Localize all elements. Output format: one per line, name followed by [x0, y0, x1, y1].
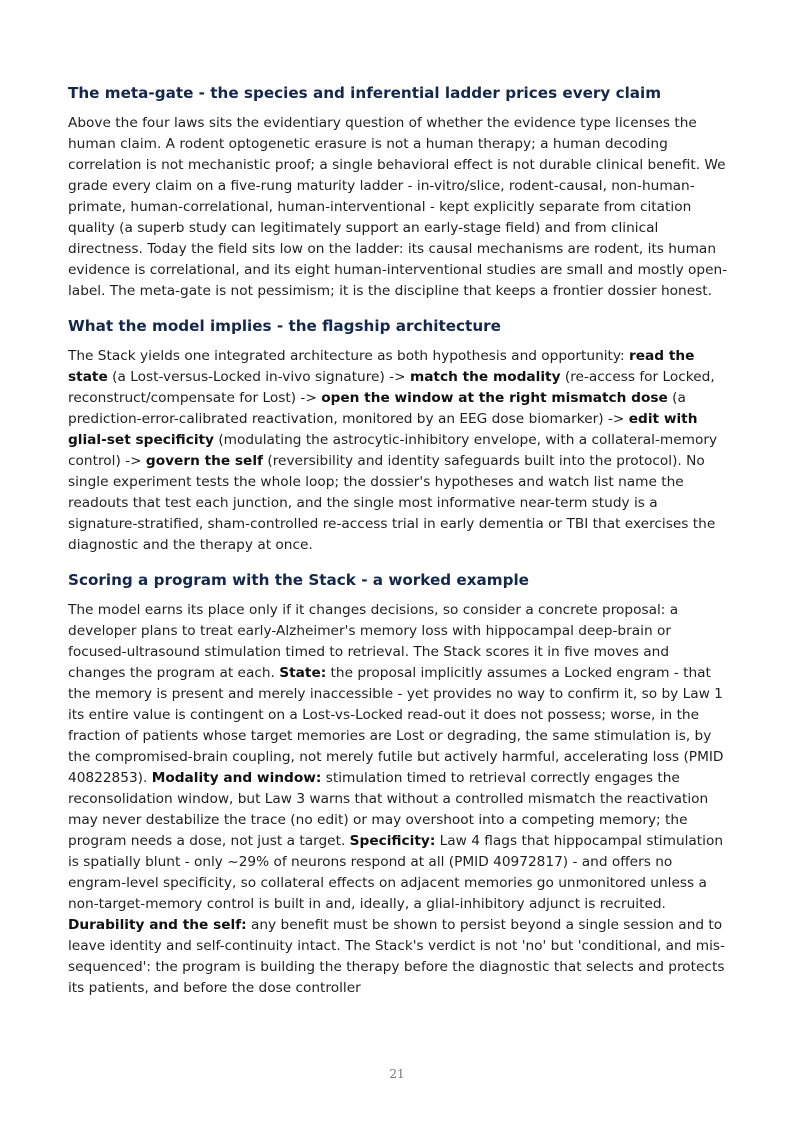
bold-phrase: govern the self: [145, 453, 263, 469]
section-meta-gate: [68, 82, 728, 302]
text-run: The model earns its place only if it changes decisions, so consider a concrete proposal: a developer plans to treat early-Alzheimer's memory loss with hippocampal deep-brain or focused-ultrasound stimulation timed to retrieval. The Stack scores it in five moves and changes the program at each.: [68, 602, 679, 681]
text-run: (reversibility and identity safeguards built into the protocol). No single experiment tests the whole loop; the dossier's hypotheses and watch list name the readouts that test each junction, and the single most informative near-term study is a signature-stratified, sham-controlled re-access trial in early dementia or TBI that exercises the diagnostic and the therapy at once.: [68, 453, 716, 553]
bold-phrase: Specificity:: [349, 833, 436, 849]
section-heading: Scoring a program with the Stack - a worked example: [68, 571, 529, 589]
bold-phrase: open the window at the right mismatch dose: [321, 390, 668, 406]
section-paragraph: [68, 113, 728, 302]
section-paragraph: [68, 346, 728, 556]
document-page: [68, 82, 728, 1012]
text-run: (a Lost-versus-Locked in-vivo signature) ->: [107, 369, 410, 385]
text-run: the proposal implicitly assumes a Locked engram - that the memory is present and merely inaccessible - yet provides no way to confirm it, so by Law 1 its entire value is contingent on a Lost-vs-Locked read-out it does not possess; worse, in the fraction of patients whose target memories are Lost or degrading, the same stimulation is, by the compromised-brain coupling, not merely futile but actively harmful, accelerating loss (PMID 40822853).: [68, 665, 724, 786]
section-flagship-architecture: [68, 315, 728, 556]
text-run: (a prediction-error-calibrated reactivation, monitored by an EEG dose biomarker) ->: [68, 390, 686, 427]
section-heading: What the model implies - the flagship architecture: [68, 317, 501, 335]
bold-phrase: State:: [279, 665, 327, 681]
bold-phrase: match the modality: [409, 369, 561, 385]
bold-phrase: Modality and window:: [151, 770, 322, 786]
text-run: stimulation timed to retrieval correctly engages the reconsolidation window, but Law 3 warns that without a controlled mismatch the reactivation may never destabilize the trace (no edit) or may overshoot into a competing memory; the program needs a dose, not just a target.: [68, 770, 709, 849]
text-run: The Stack yields one integrated architecture as both hypothesis and opportunity:: [68, 348, 629, 364]
text-run: (re-access for Locked, reconstruct/compensate for Lost) ->: [68, 369, 715, 406]
text-run: Law 4 flags that hippocampal stimulation is spatially blunt - only ~29% of neurons respond at all (PMID 40972817) - and offers no engram-level specificity, so collateral effects on adjacent memories go unmonitored unless a non-target-memory control is built in and, ideally, a glial-inhibitory adjunct is recruited.: [68, 833, 724, 912]
section-heading: The meta-gate - the species and inferential ladder prices every claim: [68, 84, 662, 102]
page-number: 21: [389, 1067, 405, 1081]
bold-phrase: edit with glial-set specificity: [68, 411, 698, 448]
section-paragraph: [68, 600, 728, 999]
text-run: Above the four laws sits the evidentiary question of whether the evidence type licenses the human claim. A rodent optogenetic erasure is not a human therapy; a human decoding correlation is not mechanistic proof; a single behavioral effect is not durable clinical benefit. We grade every claim on a five-rung maturity ladder - in-vitro/slice, rodent-causal, non-human-primate, human-correlational, human-interventional - kept explicitly separate from citation quality (a superb study can legitimately support an early-stage field) and from clinical directness. Today the field sits low on the ladder: its causal mechanisms are rodent, its human evidence is correlational, and its eight human-interventional studies are small and mostly open-label. The meta-gate is not pessimism; it is the discipline that keeps a frontier dossier honest.: [68, 115, 728, 299]
text-run: (modulating the astrocytic-inhibitory envelope, with a collateral-memory control) ->: [68, 432, 718, 469]
text-run: any benefit must be shown to persist beyond a single session and to leave identity and self-continuity intact. The Stack's verdict is not 'no' but 'conditional, and mis-sequenced': the program is building the therapy before the diagnostic that selects and protects its patients, and before the dose controller: [68, 917, 725, 996]
bold-phrase: read the state: [68, 348, 695, 385]
bold-phrase: Durability and the self:: [68, 917, 247, 933]
section-worked-example: [68, 569, 728, 999]
